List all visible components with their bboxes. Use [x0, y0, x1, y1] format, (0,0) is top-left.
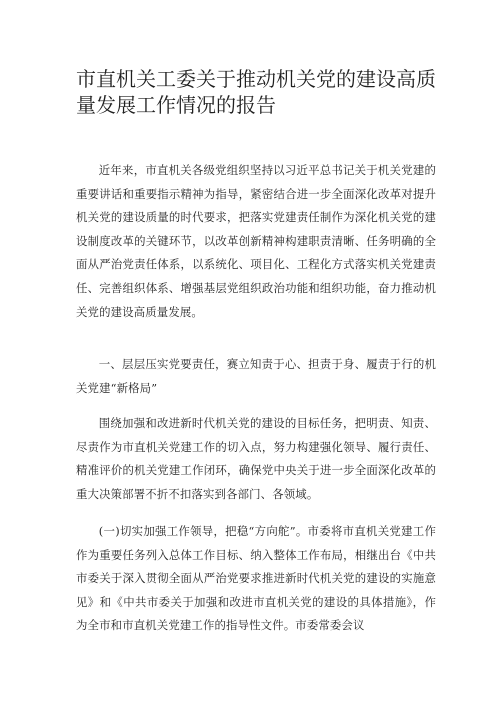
section-heading-1: 一、层层压实党要责任，赛立知责于心、担责于身、履责于行的机关党建“新格局” — [76, 357, 436, 395]
intro-paragraph: 近年来，市直机关各级党组织坚持以习近平总书记关于机关党建的重要讲话和重要指示精神为指导，紧密结合进一步全面深化改革对提升机关党的建设质量的时代要求，把落实党建责任制作为深化机关党的建设制度改革的关键环节，以改革创新精神构建职责清晰、任务明确的全面从严治党责任体系，以系统化、项目化、工程化方式落实机关党建责任、完善组织体系、增强基层党组织政治功能和组织功能，奋力推动机关党的建设高质量发展。 — [76, 163, 436, 319]
document-title: 市直机关工委关于推动机关党的建设高质量发展工作情况的报告 — [76, 67, 436, 117]
subsection-1-paragraph: (一)切实加强工作领导，把稳“方向舵”。市委将市直机关党建工作作为重要任务列入总体工作目标、纳入整体工作布局，相继出台《中共市委关于深入贯彻全面从严治党要求推进新时代机关党的建设的实施意见》和《中共市委关于加强和改进市直机关党的建设的具体措施》，作为全市和市直机关党建工作的指导性文件。市委常委会议 — [76, 524, 436, 633]
section-1-paragraph: 围绕加强和改进新时代机关党的建设的目标任务，把明责、知责、尽责作为市直机关党建工作的切入点，努力构建强化领导、履行责任、精准评价的机关党建工作闭环，确保党中央关于进一步全面深化改革的重大决策部署不折不扣落实到各部门、各领域。 — [76, 416, 436, 501]
